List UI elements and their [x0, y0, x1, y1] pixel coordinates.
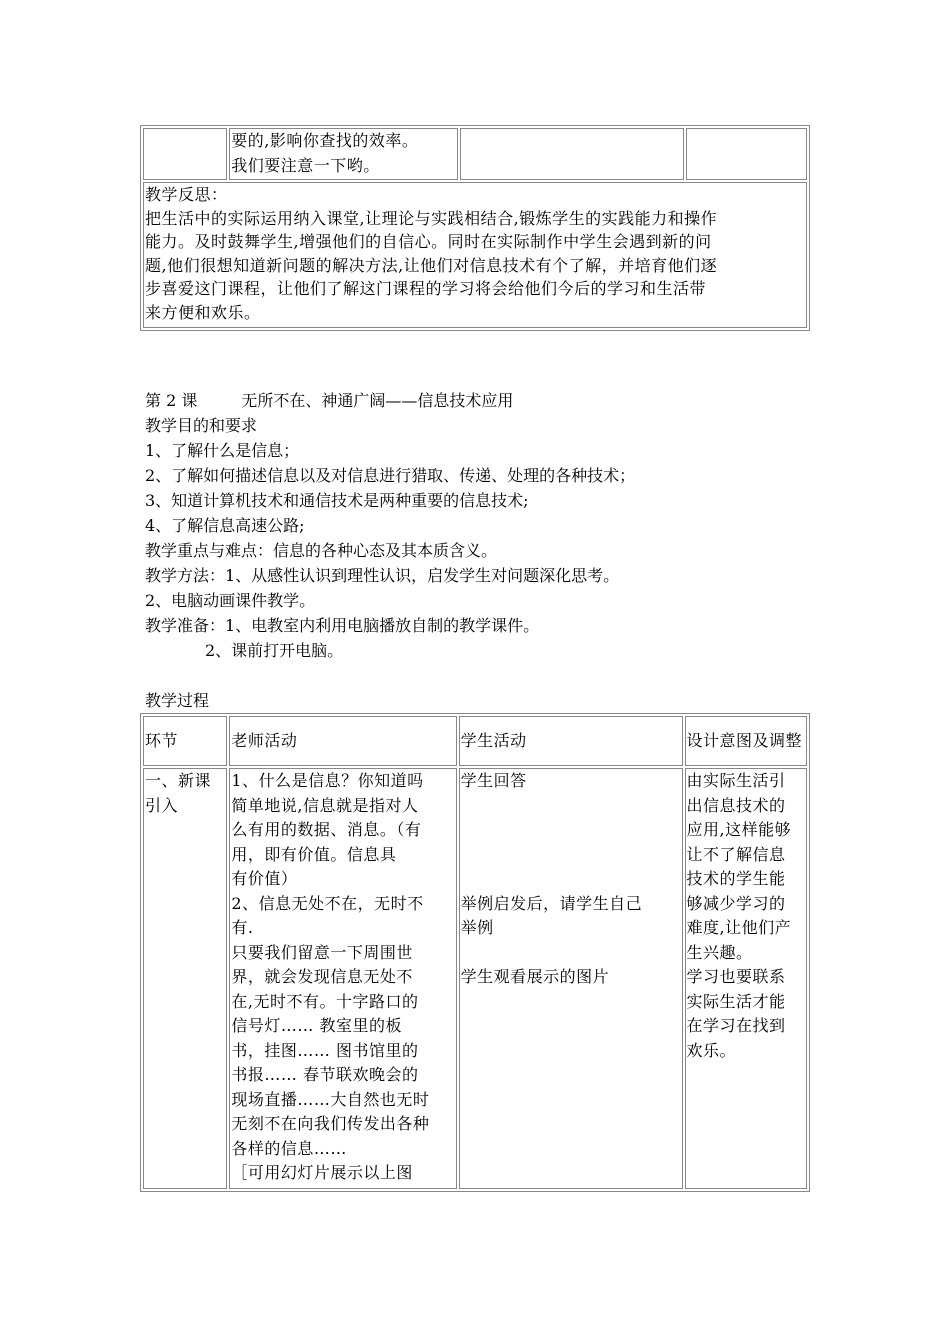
design-line: 欢乐。	[686, 1040, 737, 1060]
blank-line	[461, 867, 681, 892]
design-line: 在学习在找到	[686, 1016, 786, 1035]
teacher-line: 只要我们留意一下周围世	[231, 942, 413, 962]
student-line: 学生观看展示的图片	[460, 967, 610, 986]
table-cell-stage	[143, 128, 227, 180]
teacher-line: 无刻不在向我们传发出各种	[231, 1114, 430, 1133]
goal-item: 4、了解信息高速公路;	[145, 516, 305, 535]
cell-line: 我们要注意一下哟。	[231, 155, 380, 175]
table-cell-teacher	[229, 128, 458, 180]
design-line: 应用,这样能够	[686, 820, 792, 839]
goals-heading: 教学目的和要求	[145, 416, 258, 435]
teacher-line: 在,无时不有。十字路口的	[231, 991, 419, 1011]
goal-item: 1、了解什么是信息；	[145, 441, 300, 460]
goal-item: 2、了解如何描述信息以及对信息进行猎取、传递、处理的各种技术；	[145, 466, 636, 485]
reflection-cell	[143, 182, 807, 328]
blank-line	[461, 794, 681, 819]
teacher-line: 现场直播……大自然也无时	[231, 1089, 430, 1109]
teacher-line: 2、信息无处不在，无时不	[231, 893, 424, 913]
design-line: 由实际生活引	[686, 771, 786, 790]
reflection-line: 题,他们很想知道新问题的解决方法,让他们对信息技术有个了解，并培育他们逐	[145, 255, 718, 275]
teacher-line: 有价值）	[231, 869, 298, 888]
key-points: 教学重点与难点：信息的各种心态及其本质含义。	[145, 541, 498, 560]
student-line: 举例启发后，请学生自己	[460, 893, 643, 913]
student-line: 学生回答	[460, 771, 527, 790]
process-table-wrap	[140, 713, 810, 1192]
teacher-line: 信号灯…… 教室里的板	[231, 1016, 403, 1035]
design-line: 够减少学习的	[686, 893, 786, 913]
design-cell	[685, 768, 808, 1189]
blank-line	[461, 843, 681, 868]
student-cell	[459, 768, 683, 1189]
table-continuation	[140, 125, 810, 331]
stage-line: 引入	[145, 795, 179, 815]
teacher-line: 有.	[231, 918, 254, 937]
teacher-line: 界，就会发现信息无处不	[231, 967, 413, 986]
process-heading: 教学过程	[145, 691, 210, 710]
design-line: 技术的学生能	[686, 869, 786, 888]
header-student: 学生活动	[459, 716, 683, 766]
teacher-line: 简单地说,信息就是指对人	[231, 795, 419, 815]
process-table	[140, 713, 810, 1192]
design-line: 难度,让他们产	[686, 918, 792, 937]
teacher-line: 1、什么是信息？你知道吗	[231, 771, 424, 790]
spacer	[145, 663, 815, 688]
stage-line: 一、新课	[145, 771, 212, 790]
design-line: 学习也要联系	[686, 967, 786, 986]
table-cell-student	[460, 128, 683, 180]
design-line: 实际生活才能	[686, 991, 786, 1011]
header-teacher: 老师活动	[229, 716, 456, 766]
blank-line	[461, 941, 681, 966]
reflection-line: 来方便和欢乐。	[145, 302, 261, 322]
header-stage: 环节	[143, 716, 227, 766]
lesson-title: 无所不在、神通广阔——信息技术应用	[241, 391, 514, 410]
teacher-line: 书，挂图…… 图书馆里的	[231, 1040, 419, 1060]
lesson-section	[145, 388, 815, 713]
reflection-line: 能力。及时鼓舞学生,增强他们的自信心。同时在实际制作中学生会遇到新的问	[145, 232, 712, 251]
teacher-line: ［可用幻灯片展示以上图	[231, 1163, 413, 1182]
teacher-line: 么有用的数据、消息。（有	[231, 820, 422, 839]
stage-cell	[143, 768, 227, 1189]
prep-line: 2、课前打开电脑。	[205, 641, 344, 660]
method-line: 教学方法：1、从感性认识到理性认识，启发学生对问题深化思考。	[145, 566, 620, 585]
header-design: 设计意图及调整	[685, 716, 808, 766]
prep-line: 教学准备：1、电教室内利用电脑播放自制的教学课件。	[145, 616, 540, 635]
design-line: 出信息技术的	[686, 795, 786, 815]
teacher-line: 用，即有价值。信息具	[231, 844, 397, 864]
teacher-cell	[229, 768, 456, 1189]
lesson-heading	[145, 388, 815, 413]
goal-item: 3、知道计算机技术和通信技术是两种重要的信息技术;	[145, 491, 529, 510]
reflection-line: 把生活中的实际运用纳入课堂,让理论与实践相结合,锻炼学生的实践能力和操作	[145, 208, 718, 228]
reflection-line: 步喜爱这门课程，让他们了解这门课程的学习将会给他们今后的学习和生活带	[145, 279, 707, 298]
design-line: 让不了解信息	[686, 844, 786, 864]
reflection-title: 教学反思：	[145, 185, 228, 204]
blank-line	[461, 818, 681, 843]
teacher-line: 书报…… 春节联欢晚会的	[231, 1065, 419, 1084]
method-line: 2、电脑动画课件教学。	[145, 591, 316, 610]
lesson-number: 第 2 课	[145, 391, 198, 410]
design-line: 生兴趣。	[686, 942, 753, 962]
lesson-table-1	[140, 125, 810, 331]
student-line: 举例	[460, 918, 494, 937]
teacher-line: 各样的信息……	[231, 1138, 347, 1158]
table-cell-design	[686, 128, 807, 180]
cell-line: 要的,影响你查找的效率。	[231, 131, 419, 150]
